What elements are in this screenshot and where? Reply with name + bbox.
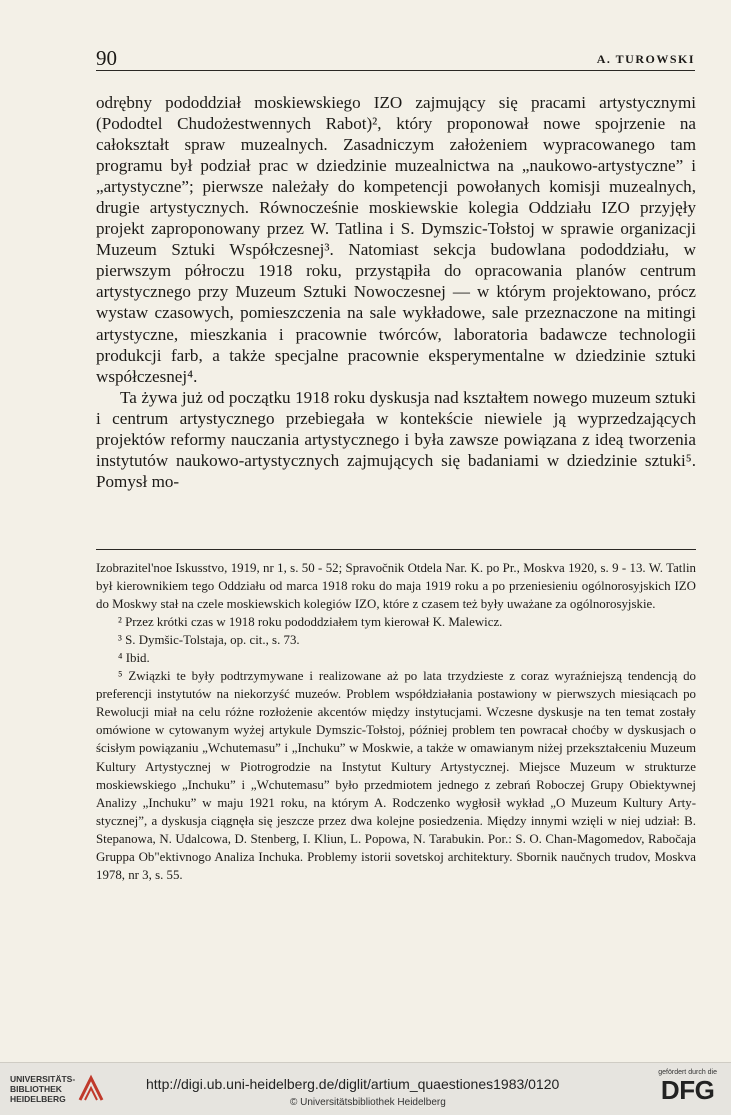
running-head: A. TUROWSKI — [596, 52, 695, 66]
page-header — [96, 46, 695, 71]
footnote: ² Przez krótki czas w 1918 roku pododdziałem tym kierował K. Malewicz. — [118, 615, 503, 630]
footnote: ⁴ Ibid. — [118, 651, 150, 666]
footnote: ³ S. Dymšic-Tolstaja, op. cit., s. 73. — [118, 633, 300, 648]
footnotes — [96, 559, 696, 884]
body-text — [96, 92, 696, 492]
copyright-notice: © Universitätsbibliothek Heidelberg — [290, 1097, 446, 1108]
footnote: ⁵ Związki te były podtrzymywane i realizowane aż po lata trzydzieste z coraz wyraźniejszą tendencją do preferencji instytutów na niekorzyść muzeów. Problem współdziałania postawiony w pierwszych miesiącach po Rewolucji miał na celu różne rozłożenie akcentów między instytucjami. Wczesne dyskusje na ten temat zostały omówione w cytowanym wyżej artykule Dymszic-Tołstoj, później problem ten powracał choćby w dyskusjach o ścisłym powiązaniu „Wchutemasu” i „Inchuku” w Moskwie, a także w omawianym niżej przekształceniu Muzeum Kultury Artystycznej w Piotrogrodzie na Instytut Kultury Artystycznej. Miejsce Muzeum w strukturze moskiewskiego „Inchuku” i „Wchutemasu” było przedmiotem jednego z zebrań Roboczej Grupy Obiektywnej Analizy „Inchuku” w maju 1921 roku, na którym A. Rodczenko wygłosił wykład „O Muzeum Kultury Artystycznej”, a dyskusja ciągnęła się jeszcze przez dwa kolejne posiedzenia. Między innymi wzięli w niej udział: B. Stepanowa, N. Udalcowa, D. Stenberg, I. Kliun, L. Popowa, N. Tarabukin. Por.: S. O. Chan-Magomedov, Rabočaja Gruppa Ob"ektivnogo Analiza Inchuka. Problemy istorii sovetskoj architektury. Sbornik naučnych trudov, Moskva 1978, nr 3, s. 55. — [96, 669, 696, 882]
body-paragraph: Ta żywa już od początku 1918 roku dyskusja nad kształtem nowego muzeum sztuki i centrum artystycznego przebiegała w kontekście niewiele ją wyprzedzających projektów reformy nauczania artystycznego i była zawsze powiązana z ideą tworzenia instytutów naukowo-artystycznych zajmujących się badaniami w dziedzinie sztuki⁵. Pomysł mo- — [96, 387, 696, 491]
footnote-separator — [96, 549, 696, 550]
funding-label: gefördert durch die — [658, 1069, 717, 1076]
library-name: UNIVERSITÄTS-BIBLIOTHEK HEIDELBERG — [10, 1074, 76, 1104]
library-emblem-icon — [76, 1074, 106, 1104]
body-paragraph: odrębny pododdział moskiewskiego IZO zajmujący się pracami artystycznymi (Pododtel Chudożestwennych Rabot)², który proponował nowe spojrzenie na całokształt spraw muzealnych. Zasadniczym założeniem wypracowanego tam programu był podział prac w dziedzinie muzealnictwa na „naukowo-artystyczne” i „artystyczne”; pierwsze należały do kompetencji powołanych komisji muzealnych, drugie artystycznych. Równocześnie moskiewskie kolegia Oddziału IZO przyjęły projekt zaproponowany przez W. Tatlina i S. Dymszic-Tołstoj w sprawie organizacji Muzeum Sztuki Współczesnej³. Natomiast sekcja budowlana pododdziału, w pierwszym półroczu 1918 roku, przystąpiła do opracowania planów centrum artystycznego przy Muzeum Sztuki Nowoczesnej — w którym projektowano, prócz wystaw czasowych, pomieszczenia na sale wykładowe, sale przeznaczone na mitingi artystyczne, mieszkania i pracownie twórców, laboratoria badawcze technologii produkcji farb, a także specjalne pracownie eksperymentalne w dziedzinie sztuki współczesnej⁴. — [96, 93, 696, 386]
library-logo — [10, 1074, 106, 1104]
page-number: 90 — [96, 46, 117, 70]
funder-name: DFG — [660, 1075, 715, 1105]
dfg-logo — [658, 1069, 717, 1104]
viewer-footer — [0, 1062, 731, 1115]
footnote: Izobrazitel'noe Iskusstvo, 1919, nr 1, s. 50 - 52; Spravočnik Otdela Nar. K. po Pr., Moskva 1920, s. 9 - 13. W. Tatlin był kierownikiem tego Oddziału od marca 1918 roku do maja 1919 roku a po przeniesieniu ogólnorosyjskich IZO do Moskwy stał na czele moskiewskich kolegiów IZO, które z czasem też były uważane za ogólnorosyjskie. — [96, 561, 696, 612]
permalink-url[interactable]: http://digi.ub.uni-heidelberg.de/diglit/artium_quaestiones1983/0120 — [146, 1076, 560, 1092]
